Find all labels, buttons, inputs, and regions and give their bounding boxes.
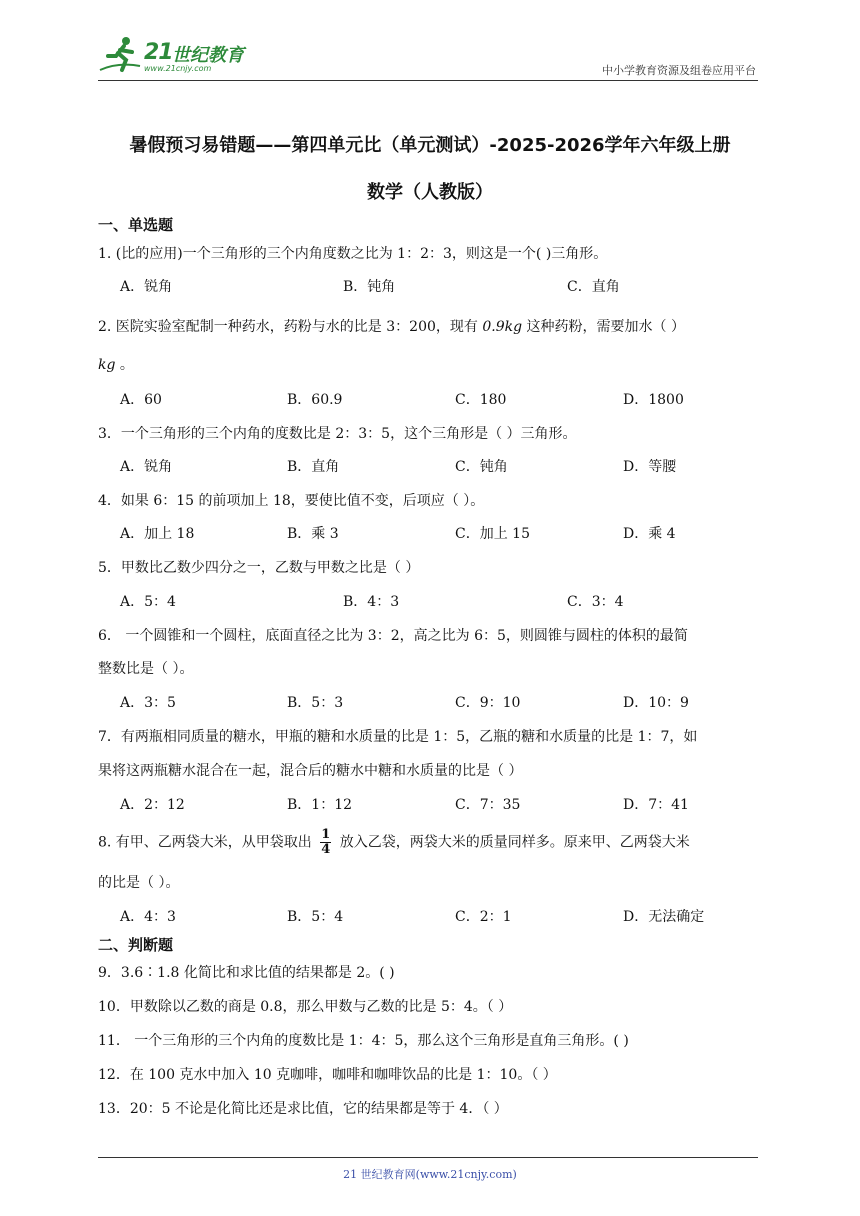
q4-option-c: C．加上 15 [455, 526, 530, 542]
q6-option-d: D．10：9 [623, 695, 689, 711]
q2-text-c: 这种药粉，需要加水（ ） [522, 319, 685, 335]
question-7-line2: 果将这两瓶糖水混合在一起，混合后的糖水中糖和水质量的比是（ ） [98, 763, 523, 779]
q2-amount: 0.9kg [482, 319, 523, 335]
question-5: 5．甲数比乙数少四分之一，乙数与甲数之比是（ ） [98, 560, 420, 576]
question-2 [98, 316, 685, 336]
q8-option-b: B．5：4 [287, 909, 344, 925]
q2-option-c: C．180 [455, 392, 507, 408]
footer-text: 21 世纪教育网(www.21cnjy.com) [343, 1168, 517, 1181]
q7-option-a: A．2：12 [120, 797, 185, 813]
platform-name: 中小学教育资源及组卷应用平台 [602, 64, 756, 77]
question-2-line2 [98, 354, 134, 374]
q1-option-a: A．锐角 [120, 279, 173, 295]
question-11: 11． 一个三角形的三个内角的度数比是 1：4：5，那么这个三角形是直角三角形。( ) [98, 1033, 629, 1049]
q2-text-a: 2. 医院实验室配制一种药水，药粉与水的比是 [98, 319, 387, 335]
question-1: 1. (比的应用)一个三角形的三个内角度数之比为 1：2：3，则这是一个( )三角形。 [98, 246, 608, 262]
q5-option-c: C．3：4 [567, 594, 624, 610]
q8-frac-numerator: 1 [321, 827, 331, 842]
q7-option-d: D．7：41 [623, 797, 689, 813]
q4-option-a: A．加上 18 [120, 526, 195, 542]
question-6: 6． 一个圆锥和一个圆柱，底面直径之比为 3：2，高之比为 6：5，则圆锥与圆柱的体积的最简 [98, 628, 688, 644]
q3-option-c: C．钝角 [455, 459, 508, 475]
question-3: 3．一个三角形的三个内角的度数比是 2：3：5，这个三角形是（ ）三角形。 [98, 426, 577, 442]
q6-option-c: C．9：10 [455, 695, 521, 711]
question-10: 10．甲数除以乙数的商是 0.8，那么甲数与乙数的比是 5：4。（ ） [98, 999, 513, 1015]
page-subtitle: 数学（人教版） [367, 182, 493, 203]
q8-frac-denominator: 4 [321, 842, 331, 857]
q5-option-a: A．5：4 [120, 594, 176, 610]
question-6-line2: 整数比是（ ）。 [98, 661, 194, 677]
q8-option-c: C．2：1 [455, 909, 512, 925]
section-single-choice: 一、单选题 [98, 216, 174, 234]
footer-divider [98, 1157, 758, 1158]
q2-ratio: 3：200 [386, 319, 436, 335]
q5-option-b: B．4：3 [343, 594, 400, 610]
q3-option-d: D．等腰 [623, 459, 677, 475]
q3-option-a: A．锐角 [120, 459, 173, 475]
q8-option-a: A．4：3 [120, 909, 176, 925]
question-9: 9．3.6∶1.8 化简比和求比值的结果都是 2。( ) [98, 965, 395, 981]
q2-text-b: ，现有 [435, 319, 483, 335]
q2-option-a: A．60 [120, 392, 162, 408]
page-title: 暑假预习易错题——第四单元比（单元测试）-2025-2026学年六年级上册 [129, 135, 731, 156]
question-4: 4．如果 6：15 的前项加上 18，要使比值不变，后项应（ ）。 [98, 493, 485, 509]
q8-option-d: D．无法确定 [623, 909, 705, 925]
logo-text: 世纪教育 [172, 45, 244, 66]
q2-option-b: B．60.9 [287, 392, 343, 408]
site-logo [98, 34, 268, 74]
q7-option-b: B．1：12 [287, 797, 353, 813]
q2-end: 。 [115, 357, 134, 373]
q1-option-b: B．钝角 [343, 279, 396, 295]
q8-fraction [320, 828, 331, 857]
q2-unit: kg [98, 357, 116, 373]
question-8 [98, 828, 690, 857]
q7-option-c: C．7：35 [455, 797, 521, 813]
question-13: 13．20：5 不论是化简比还是求比值，它的结果都是等于 4．（ ） [98, 1101, 508, 1117]
q2-option-d: D．1800 [623, 392, 684, 408]
logo-number: 21 [144, 40, 173, 65]
q6-option-b: B．5：3 [287, 695, 344, 711]
logo-url: www.21cnjy.com [144, 64, 212, 73]
q3-option-b: B．直角 [287, 459, 340, 475]
q4-option-d: D．乘 4 [623, 526, 676, 542]
runner-icon [98, 34, 142, 74]
page-header [98, 34, 758, 81]
question-7: 7．有两瓶相同质量的糖水，甲瓶的糖和水质量的比是 1：5，乙瓶的糖和水质量的比是 1：7，如 [98, 729, 698, 745]
section-judgement: 二、判断题 [98, 936, 174, 954]
q8-text-a: 8. 有甲、乙两袋大米，从甲袋取出 [98, 834, 317, 851]
q4-option-b: B．乘 3 [287, 526, 339, 542]
q8-text-b: 放入乙袋，两袋大米的质量同样多。原来甲、乙两袋大米 [335, 834, 690, 851]
q1-option-c: C．直角 [567, 279, 620, 295]
q6-option-a: A．3：5 [120, 695, 176, 711]
question-8-line2: 的比是（ ）。 [98, 875, 180, 891]
question-12: 12．在 100 克水中加入 10 克咖啡，咖啡和咖啡饮品的比是 1：10。（ ） [98, 1067, 557, 1083]
